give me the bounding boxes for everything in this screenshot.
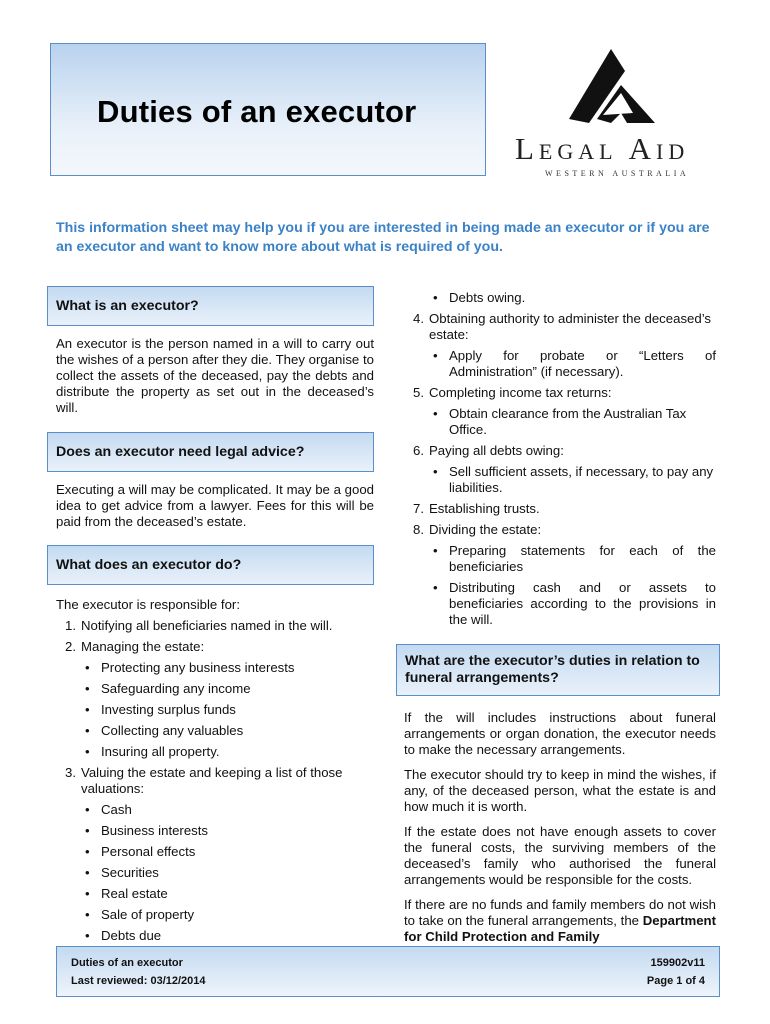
bullet-icon: • — [85, 681, 90, 696]
responsibilities-lead: The executor is responsible for: — [56, 597, 240, 612]
legal-advice-body: Executing a will may be complicated. It may be a good idea to get advice from a lawyer. Fees for this will be paid from the deceased’s estate. — [56, 482, 374, 529]
bullet-icon: • — [85, 844, 90, 859]
bullet-icon: • — [85, 723, 90, 738]
bullet-icon: • — [433, 580, 438, 595]
bullet-list — [56, 802, 374, 944]
bullet-icon: • — [85, 660, 90, 675]
logo-subtitle: WESTERN AUSTRALIA — [545, 169, 690, 178]
list-item: • Obtain clearance from the Australian Tax Office. — [433, 406, 687, 437]
list-item: • Real estate — [85, 886, 168, 901]
bullet-icon: • — [433, 543, 438, 558]
list-item: 7. Establishing trusts. — [413, 501, 540, 516]
funeral-para-2: The executor should try to keep in mind the wishes, if any, of the deceased person, what the estate is and how much it is worth. — [404, 767, 716, 814]
bullet-icon: • — [85, 886, 90, 901]
list-item: 2. Managing the estate: — [65, 639, 205, 654]
footer-last-reviewed: Last reviewed: 03/12/2014 — [71, 975, 206, 987]
list-item: • Sale of property — [85, 907, 195, 922]
funeral-para-1: If the will includes instructions about funeral arrangements or organ donation, the executor needs to make the necessary arrangements. — [404, 710, 716, 757]
logo-name: Legal Aid — [515, 131, 690, 166]
bullet-icon: • — [85, 823, 90, 838]
duties-list-part-2 — [56, 765, 374, 797]
list-item: • Apply for probate or “Letters of Administration” (if necessary). — [433, 348, 716, 379]
footer-page-number: Page 1 of 4 — [646, 975, 705, 987]
legal-aid-triangle-logo — [567, 49, 659, 127]
list-item: • Investing surplus funds — [85, 702, 236, 717]
list-item: • Sell sufficient assets, if necessary, to pay any liabilities. — [433, 464, 714, 495]
title-box — [50, 43, 486, 176]
list-item: • Preparing statements for each of the beneficiaries — [433, 543, 716, 574]
page-footer — [56, 946, 720, 997]
left-column — [56, 286, 374, 944]
bullet-list — [404, 290, 716, 306]
bullet-list — [56, 660, 374, 760]
bullet-icon: • — [85, 702, 90, 717]
duties-list-part-1 — [56, 618, 374, 655]
funeral-para-4: If there are no funds and family members do not wish to take on the funeral arrangements, the Department for Child Protection and Family — [404, 897, 716, 944]
list-item: • Insuring all property. — [85, 744, 220, 759]
list-item: • Protecting any business interests — [85, 660, 295, 675]
bullet-icon: • — [433, 406, 438, 421]
heading-legal-advice: Does an executor need legal advice? — [47, 432, 374, 472]
duties-list-part-4 — [404, 385, 716, 401]
bullet-icon: • — [85, 802, 90, 817]
page-title: Duties of an executor — [97, 94, 417, 129]
bullet-icon: • — [433, 464, 438, 479]
list-item: • Debts due — [85, 928, 162, 943]
heading-what-is-executor: What is an executor? — [47, 286, 374, 326]
list-item: 3. Valuing the estate and keeping a list of those valuations: — [65, 765, 343, 796]
bullet-icon: • — [433, 348, 438, 363]
list-item: • Business interests — [85, 823, 209, 838]
list-item: 6. Paying all debts owing: — [413, 443, 564, 458]
bullet-icon: • — [85, 744, 90, 759]
list-item: • Securities — [85, 865, 159, 880]
bullet-icon: • — [433, 290, 438, 305]
footer-doc-title: Duties of an executor — [71, 957, 183, 969]
duties-list-part-3 — [404, 311, 716, 343]
list-item: • Cash — [85, 802, 132, 817]
list-item: • Distributing cash and or assets to beneficiaries according to the provisions in the will. — [433, 580, 716, 627]
list-item: • Collecting any valuables — [85, 723, 244, 738]
list-item: 1. Notifying all beneficiaries named in the will. — [65, 618, 333, 633]
list-item: • Debts owing. — [433, 290, 526, 305]
right-column — [404, 290, 716, 945]
legal-aid-logo — [505, 45, 720, 185]
footer-doc-code: 159902v11 — [650, 957, 705, 969]
list-item: • Safeguarding any income — [85, 681, 251, 696]
bullet-list — [404, 464, 716, 496]
list-item: 5. Completing income tax returns: — [413, 385, 612, 400]
bullet-list — [404, 348, 716, 380]
bullet-list — [404, 543, 716, 628]
bullet-icon: • — [85, 907, 90, 922]
intro-text: This information sheet may help you if you are interested in being made an executor or if you are an executor and want to know more about what is required of you. — [56, 220, 710, 255]
list-item: 8. Dividing the estate: — [413, 522, 542, 537]
funeral-para-3: If the estate does not have enough assets to cover the funeral costs, the surviving members of the deceased’s family who authorised the funeral arrangements would be responsible for the costs. — [404, 824, 716, 887]
heading-funeral-arrangements: What are the executor’s duties in relation to funeral arrangements? — [396, 644, 720, 696]
heading-what-does-executor-do: What does an executor do? — [47, 545, 374, 585]
list-item: 4. Obtaining authority to administer the deceased’s estate: — [413, 311, 711, 342]
bullet-icon: • — [85, 928, 90, 943]
what-is-executor-body: An executor is the person named in a will to carry out the wishes of a person after they die. They organise to collect the assets of the deceased, pay the debts and distribute the property as set out in the deceased’s will. — [56, 336, 374, 415]
list-item: • Personal effects — [85, 844, 196, 859]
bullet-list — [404, 406, 716, 438]
duties-list-part-6 — [404, 501, 716, 538]
bullet-icon: • — [85, 865, 90, 880]
duties-list-part-5 — [404, 443, 716, 459]
